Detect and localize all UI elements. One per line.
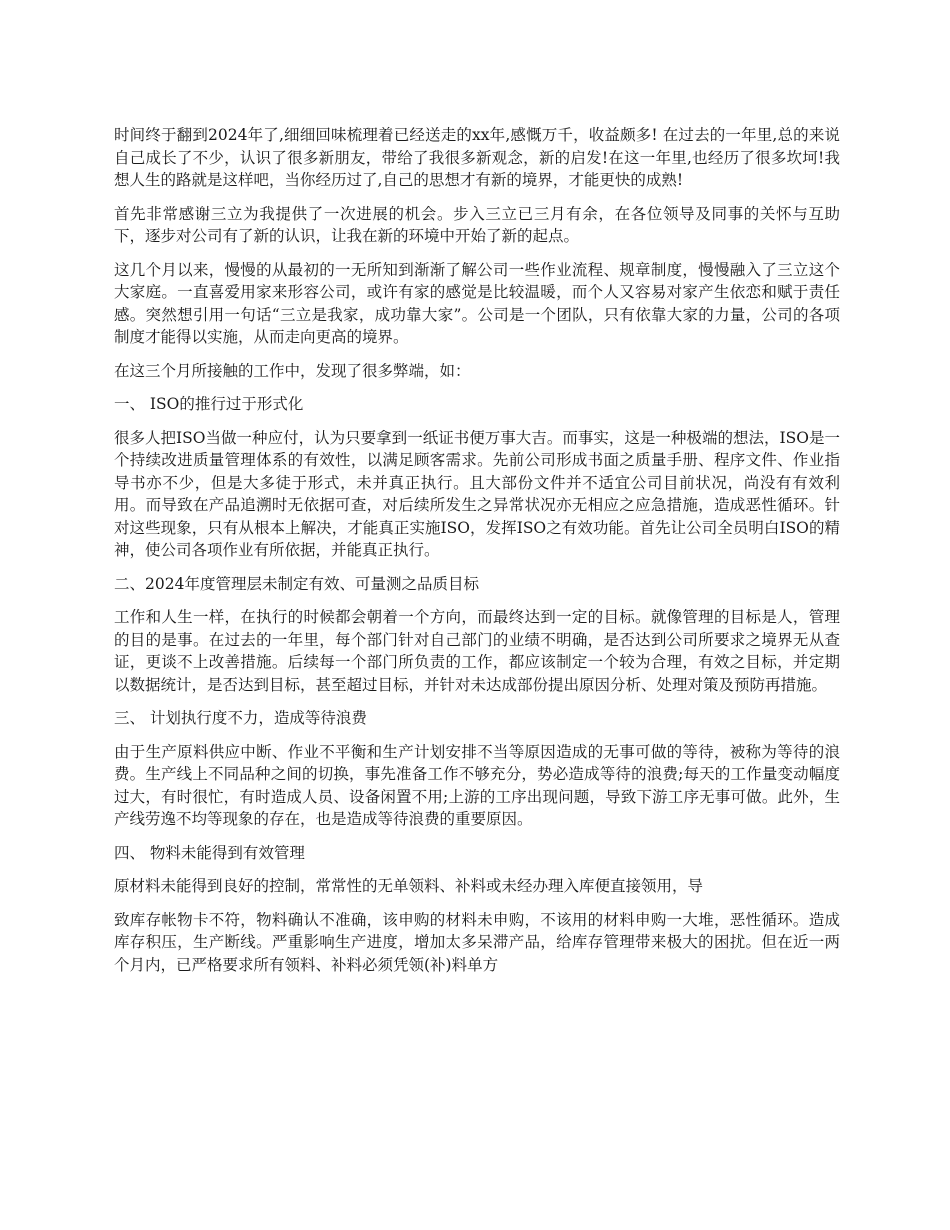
section-heading-plan-execution: 三、 计划执行度不力，造成等待浪费 [114, 709, 367, 727]
section-heading-materials: 四、 物料未能得到有效管理 [114, 843, 305, 862]
paragraph-thanks: 首先非常感谢三立为我提供了一次进展的机会。步入三立已三月有余，在各位领导及同事的关怀与互助下，逐步对公司有了新的认识，让我在新的环境中开始了新的起点。 [114, 204, 840, 245]
paragraph-intro: 时间终于翻到2024年了,细细回味梳理着已经送走的xx年,感慨万千，收益颇多! 在过去的一年里,总的来说自己成长了不少，认识了很多新朋友，带给了我很多新观念，新的启发!在这一年里,也经历了很多坎坷!我想人生的路就是这样吧，当你经历过了,自己的思想才有新的境界，才能更快的成熟! [114, 126, 840, 189]
paragraph-materials-part2: 致库存帐物卡不符，物料确认不准确，该申购的材料未申购，不该用的材料申购一大堆，恶性循环。造成库存积压，生产断线。严重影响生产进度，增加太多呆滞产品，给库存管理带来极大的困扰。但在近一两个月内，已严格要求所有领料、补料必须凭领(补)料单方 [114, 910, 840, 974]
section-heading-iso: 一、 ISO的推行过于形式化 [114, 395, 304, 413]
paragraph-iso: 很多人把ISO当做一种应付，认为只要拿到一纸证书便万事大吉。而事实，这是一种极端的想法，ISO是一个持续改进质量管理体系的有效性，以满足顾客需求。先前公司形成书面之质量手册、程序文件、作业指导书亦不少，但是大多徒于形式，未并真正执行。且大部份文件并不适宜公司目前状况，尚没有有效利用。而导致在产品追溯时无依据可查，对后续所发生之异常状况亦无相应之应急措施，造成恶性循环。针对这些现象，只有从根本上解决，才能真正实施ISO，发挥ISO之有效功能。首先让公司全员明白ISO的精神，使公司各项作业有所依据，并能真正执行。 [114, 428, 840, 559]
paragraph-materials-part1: 原材料未能得到良好的控制，常常性的无单领料、补料或未经办理入库便直接领用，导 [114, 877, 704, 895]
paragraph-plan-execution: 由于生产原料供应中断、作业不平衡和生产计划安排不当等原因造成的无事可做的等待，被称为等待的浪费。生产线上不同品种之间的切换，事先准备工作不够充分，势必造成等待的浪费;每天的工作量变动幅度过大，有时很忙，有时造成人员、设备闲置不用;上游的工序出现问题，导致下游工序无事可做。此外，生产线劳逸不均等现象的存在，也是造成等待浪费的重要原因。 [114, 742, 840, 828]
document-body [114, 124, 840, 987]
paragraph-drawbacks-intro: 在这三个月所接触的工作中，发现了很多弊端，如： [114, 361, 471, 380]
paragraph-months: 这几个月以来，慢慢的从最初的一无所知到渐渐了解公司一些作业流程、规章制度，慢慢融入了三立这个大家庭。一直喜爱用家来形容公司，或许有家的感觉是比较温暖，而个人又容易对家产生依恋和赋于责任感。突然想引用一句话“三立是我家，成功靠大家”。公司是一个团队，只有依靠大家的力量，公司的各项制度才能得以实施，从而走向更高的境界。 [114, 260, 840, 346]
section-heading-quality-goals: 二、2024年度管理层未制定有效、可量测之品质目标 [114, 574, 479, 593]
paragraph-quality-goals: 工作和人生一样，在执行的时候都会朝着一个方向，而最终达到一定的目标。就像管理的目标是人，管理的目的是事。在过去的一年里，每个部门针对自己部门的业绩不明确，是否达到公司所要求之境界无从查证，更谈不上改善措施。后续每一个部门所负责的工作，都应该制定一个较为合理，有效之目标，并定期以数据统计，是否达到目标，甚至超过目标，并针对未达成部份提出原因分析、处理对策及预防再措施。 [114, 608, 840, 694]
